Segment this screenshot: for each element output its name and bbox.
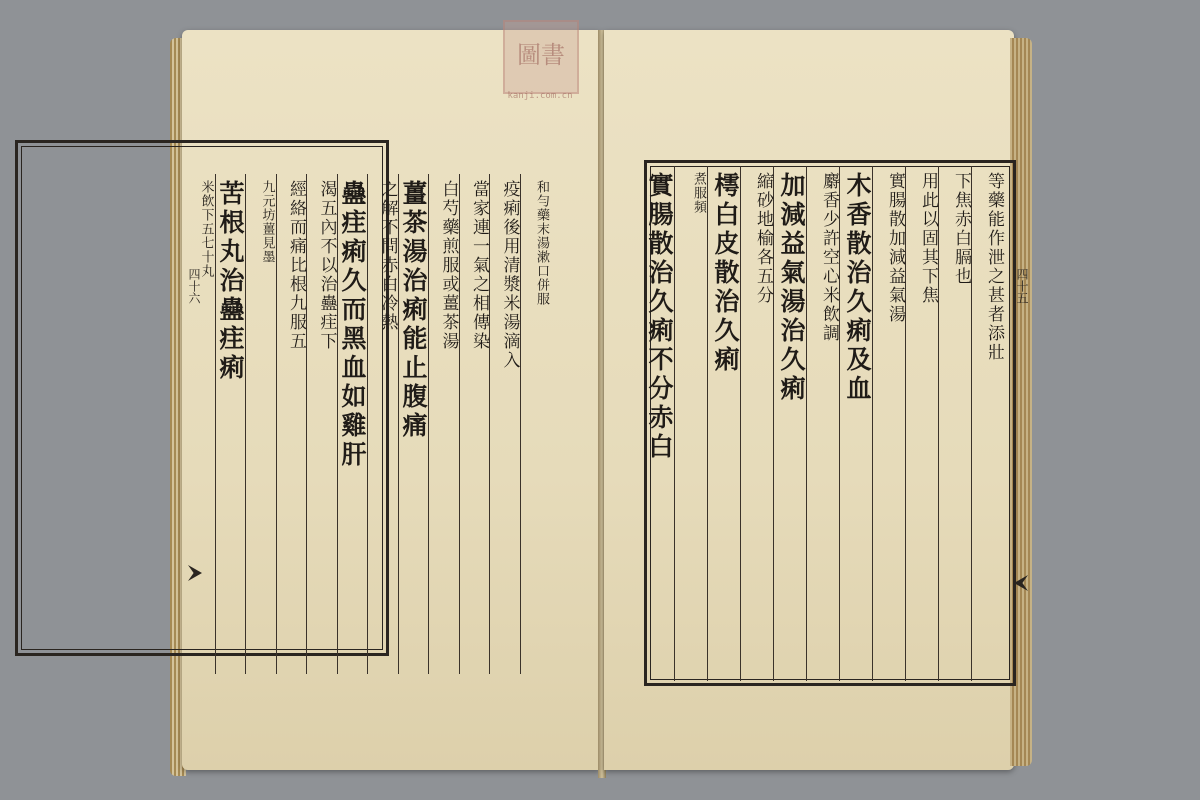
left-page-column-11: 苦根丸治蠱疰痢 [216, 180, 245, 383]
right-page-column-rule [839, 166, 840, 681]
right-page-column-1: 等藥能作泄之甚者添壯 [984, 172, 1004, 362]
right-page-column-9: 樗白皮散治久痢 [711, 172, 740, 375]
left-page-column-rule [276, 174, 277, 674]
left-page-column-rule [367, 174, 368, 674]
left-page-column-12: 米飲下五七十丸 [198, 180, 214, 278]
right-page-column-rule [740, 166, 741, 681]
library-seal [503, 20, 579, 94]
right-page-column-rule [674, 166, 675, 681]
right-page-column-rule [938, 166, 939, 681]
right-page-column-4: 實腸散加減益氣湯 [885, 172, 905, 324]
right-page-column-rule [806, 166, 807, 681]
seal-caption: kanji.com.cn [507, 91, 573, 101]
left-page-column-rule [306, 174, 307, 674]
left-page-column-1: 和勻藥末湯漱口併服 [534, 180, 549, 306]
right-page-column-2: 下焦赤白膈也 [951, 172, 971, 286]
left-page-column-8: 渴五內不以治蠱疰下 [316, 180, 337, 351]
left-page-column-rule [245, 174, 246, 674]
right-page-column-5: 木香散治久痢及血 [843, 172, 872, 404]
right-page-column-11: 實腸散治久痢不分赤白 [645, 172, 674, 462]
right-page-column-10: 煮服頻 [691, 172, 706, 214]
left-page-column-7: 蠱疰痢久而黑血如雞肝 [338, 180, 367, 470]
right-page-column-6: 麝香少許空心米飲調 [819, 172, 839, 343]
right-page-column-7: 加減益氣湯治久痢 [777, 172, 806, 404]
left-page-column-10: 九元坊薑見墨 [259, 180, 275, 264]
left-page-column-rule [215, 174, 216, 674]
left-page-column-2: 疫痢後用清漿米湯滴入 [499, 180, 520, 370]
right-page-column-rule [971, 166, 972, 681]
right-page-column-rule [905, 166, 906, 681]
right-page-column-rule [872, 166, 873, 681]
left-page-number: 四十六 [187, 268, 201, 304]
left-page-column-5: 薑茶湯治痢能止腹痛 [399, 180, 428, 441]
right-page-number: 四十五 [1015, 268, 1029, 304]
right-page-column-rule [773, 166, 774, 681]
left-page-column-4: 白芍藥煎服或薑茶湯 [438, 180, 459, 351]
left-page-column-9: 經絡而痛比根九服五 [286, 180, 306, 351]
left-page-column-3: 當家連一氣之相傳染 [469, 180, 489, 351]
left-page-column-rule [428, 174, 429, 674]
right-page-column-rule [707, 166, 708, 681]
right-page-column-3: 用此以固其下焦 [918, 172, 938, 305]
right-page-column-8: 縮砂地榆各五分 [753, 172, 773, 305]
seal-text: 圖書 [517, 41, 565, 69]
left-page-column-rule [489, 174, 490, 674]
left-page-column-6: 之解不問赤白冷熱 [377, 180, 398, 332]
